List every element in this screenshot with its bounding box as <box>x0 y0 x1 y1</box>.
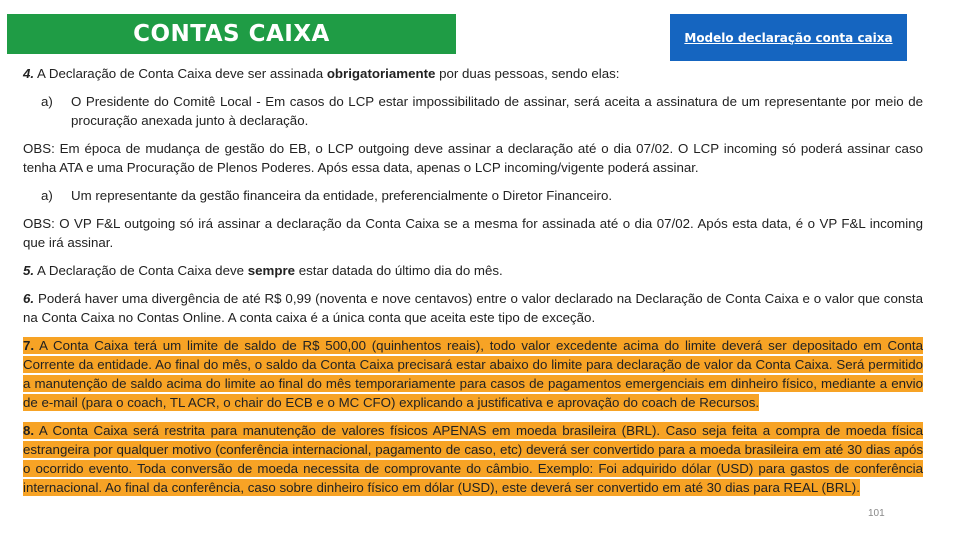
paragraph-4-tail: por duas pessoas, sendo elas: <box>435 66 620 81</box>
obs-2: OBS: O VP F&L outgoing só irá assinar a declaração da Conta Caixa se a mesma for assinada até o dia 07/02. Após esta data, é o VP F&L incoming que irá assinar. <box>23 216 923 250</box>
page-number: 101 <box>868 508 885 519</box>
paragraph-5-bold: sempre <box>247 263 296 278</box>
list-item-text: O Presidente do Comitê Local - Em casos do LCP estar impossibilitado de assinar, será aceita a assinatura de um representante por meio de procuração anexada junto à declaração. <box>71 94 923 128</box>
obs-1: OBS: Em época de mudança de gestão do EB, o LCP outgoing deve assinar a declaração até o dia 07/02. O LCP incoming só poderá assinar caso tenha ATA e uma Procuração de Plenos Poderes. Após essa data, apenas o LCP incoming/vigente poderá assinar. <box>23 141 923 175</box>
list-item-president <box>23 92 923 130</box>
paragraph-5-number: 5. <box>23 263 35 278</box>
list-marker: a) <box>41 188 53 203</box>
paragraph-5 <box>23 261 923 280</box>
paragraph-6-text: Poderá haver uma divergência de até R$ 0,99 (noventa e nove centavos) entre o valor declarado na Declaração de Conta Caixa e o valor que consta na Conta Caixa no Contas Online. A conta caixa é a única conta que aceita este tipo de exceção. <box>23 291 923 325</box>
paragraph-8-highlighted <box>23 421 923 497</box>
paragraph-5-text: A Declaração de Conta Caixa deve <box>34 263 248 278</box>
slide-title <box>7 14 456 54</box>
paragraph-6 <box>23 289 923 327</box>
paragraph-5-tail: estar datada do último dia do mês. <box>295 263 503 278</box>
paragraph-8-number: 8. <box>23 423 35 438</box>
paragraph-7-text: A Conta Caixa terá um limite de saldo de R$ 500,00 (quinhentos reais), todo valor excedente acima do limite deverá ser depositado em Conta Corrente da entidade. Ao final do mês, o saldo da Conta Caixa precisará estar abaixo do limite para declaração de valor da Conta Caixa. Será permitido a manutenção de saldo acima do limite ao final do mês temporariamente para casos de pagamentos emergenciais em dinheiro físico, mediante a envio de e-mail (para o coach, TL ACR, o chair do ECB e o MC CFO) explicando a justificativa e aprovação do coach de Recursos. <box>23 338 923 410</box>
paragraph-4-text: A Declaração de Conta Caixa deve ser assinada <box>34 66 327 81</box>
slide-content <box>23 64 923 506</box>
paragraph-6-number: 6. <box>23 291 35 306</box>
model-declaration-link-text: Modelo declaração conta caixa <box>684 30 893 45</box>
paragraph-4 <box>23 64 923 83</box>
slide-title-text: CONTAS CAIXA <box>133 21 330 47</box>
list-marker: a) <box>41 94 53 109</box>
paragraph-7-highlighted <box>23 336 923 412</box>
paragraph-4-number: 4. <box>23 66 35 81</box>
paragraph-4-bold: obrigatoriamente <box>326 66 436 81</box>
list-item-text: Um representante da gestão financeira da entidade, preferencialmente o Diretor Financeiro. <box>71 188 613 203</box>
paragraph-8-text: A Conta Caixa será restrita para manutenção de valores físicos APENAS em moeda brasileira (BRL). Caso seja feita a compra de moeda física estrangeira por qualquer motivo (conferência internacional, pagamento de caso, etc) deverá ser convertido para a moeda brasileira em até 30 dias após o ocorrido evento. Toda conversão de moeda necessita de comprovante do câmbio. Exemplo: Foi adquirido dólar (USD) para gastos de conferência internacional. Ao final da conferência, caso sobre dinheiro físico em dólar (USD), este deverá ser convertido em até 30 dias para REAL (BRL). <box>23 423 923 495</box>
list-item-finance <box>23 186 923 205</box>
paragraph-7-number: 7. <box>23 338 35 353</box>
model-declaration-link[interactable] <box>670 14 907 61</box>
